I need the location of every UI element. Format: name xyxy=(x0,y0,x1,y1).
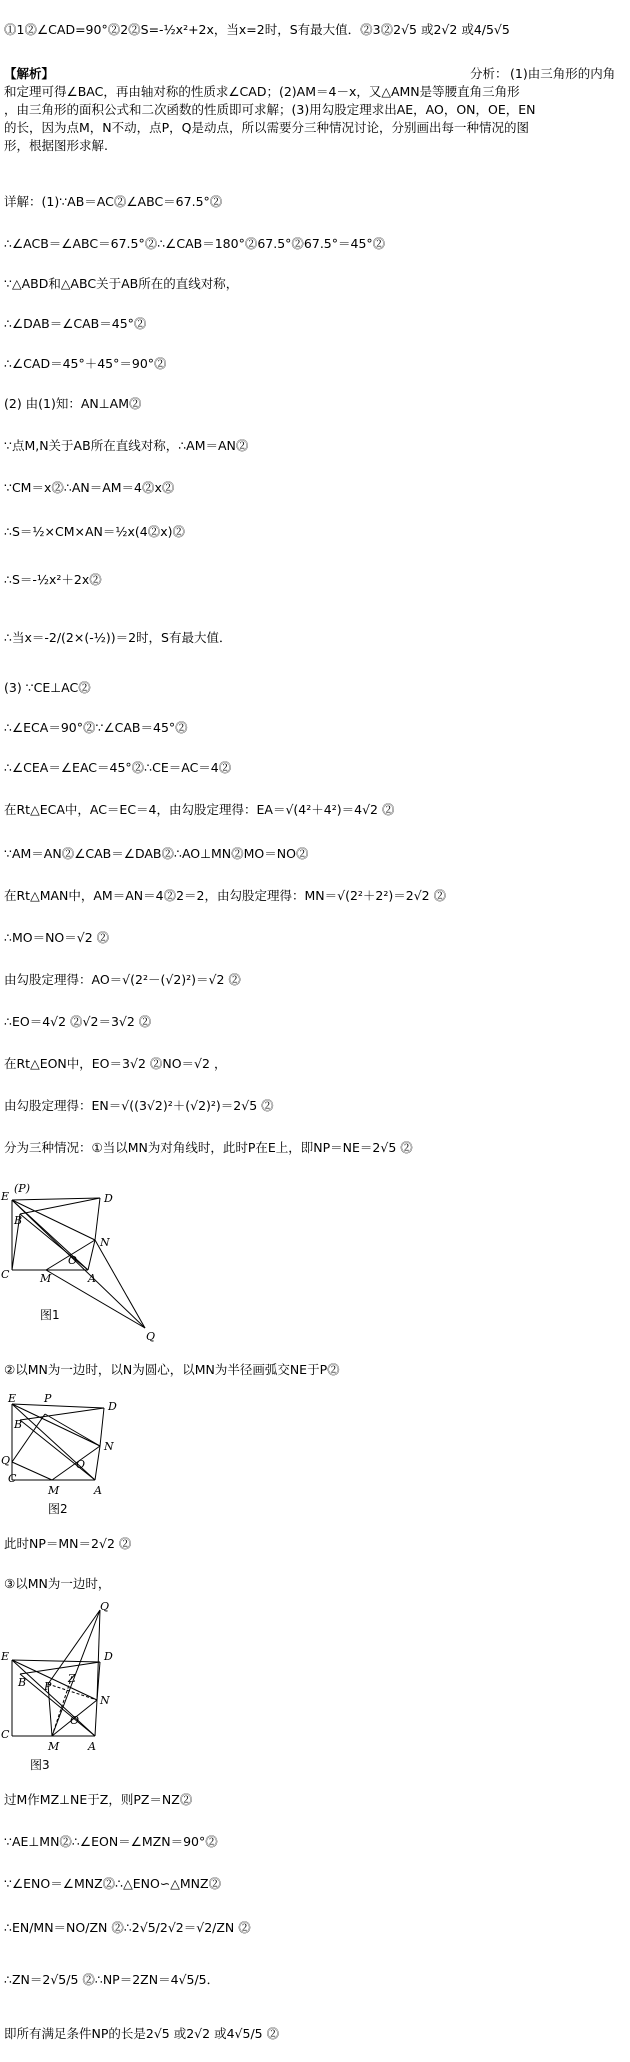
figure-1 xyxy=(0,1180,180,1350)
line-8: ∴S＝½×CM×AN＝½x(4⓶x)⓶ xyxy=(4,524,185,539)
fig1-label-e: E xyxy=(1,1190,10,1203)
fig2-label-m: M xyxy=(48,1484,60,1497)
line-18: 由勾股定理得：AO＝√(2²－(√2)²)＝√2 ⓶ xyxy=(4,972,241,987)
fig3-label-a: A xyxy=(88,1740,96,1753)
line-16: 在Rt△MAN中，AM＝AN＝4⓶2＝2，由勾股定理得：MN＝√(2²＋2²)＝2√2 ⓶ xyxy=(4,888,447,903)
fig2-label-o: O xyxy=(76,1458,86,1471)
fig2-label-e: E xyxy=(8,1392,17,1405)
fig2-caption: 图2 xyxy=(48,1502,68,1516)
line-1: ∴∠ACB＝∠ABC＝67.5°⓶∴∠CAB＝180°⓶67.5°⓶67.5°＝45°⓶ xyxy=(4,236,386,251)
fig1-caption: 图1 xyxy=(40,1308,60,1322)
fig1-label-d: D xyxy=(104,1192,113,1205)
fig1-label-n: N xyxy=(100,1236,110,1249)
fig3-label-e: E xyxy=(1,1650,10,1663)
fig2-label-p: P xyxy=(44,1392,52,1405)
answer-line: ⓵1⓶∠CAD=90°⓶2⓶S=-½x²+2x，当x=2时，S有最大值．⓶3⓶2√5 或2√2 或4/5√5 xyxy=(4,22,510,37)
fig3-label-p: P xyxy=(44,1680,52,1693)
line-22: 分为三种情况：①当以MN为对角线时，此时P在E上，即NP＝NE＝2√5 ⓶ xyxy=(4,1140,413,1155)
line-28: ∵∠ENO＝∠MNZ⓶∴△ENO∽△MNZ⓶ xyxy=(4,1876,222,1891)
fig3-label-z: Z xyxy=(68,1672,76,1685)
line-19: ∴EO＝4√2 ⓶√2＝3√2 ⓶ xyxy=(4,1014,152,1029)
fig3-label-q: Q xyxy=(100,1600,110,1613)
line-20: 在Rt△EON中，EO＝3√2 ⓶NO＝√2 ， xyxy=(4,1056,227,1071)
line-6: ∵点M,N关于AB所在直线对称，∴AM＝AN⓶ xyxy=(4,438,249,453)
line-26: 过M作MZ⊥NE于Z，则PZ＝NZ⓶ xyxy=(4,1792,193,1807)
line-29: ∴EN/MN＝NO/ZN ⓶∴2√5/2√2＝√2/ZN ⓶ xyxy=(4,1920,251,1935)
line-31: 即所有满足条件NP的长是2√5 或2√2 或4√5/5 ⓶ xyxy=(4,2026,280,2041)
fig2-label-c: C xyxy=(8,1472,17,1485)
fig2-label-d: D xyxy=(108,1400,117,1413)
line-3: ∴∠DAB＝∠CAB＝45°⓶ xyxy=(4,316,147,331)
line-14: 在Rt△ECA中，AC＝EC＝4，由勾股定理得：EA＝√(4²＋4²)＝4√2 ⓶ xyxy=(4,802,395,817)
analysis-p1a: (1)由三角形的内角 xyxy=(510,66,616,81)
line-4: ∴∠CAD＝45°＋45°＝90°⓶ xyxy=(4,356,167,371)
fig1-label-a: A xyxy=(88,1272,96,1285)
fig3-label-o: O xyxy=(70,1714,80,1727)
line-5: (2) 由(1)知：AN⊥AM⓶ xyxy=(4,396,142,411)
fig3-label-n: N xyxy=(100,1694,110,1707)
fig2-label-q: Q xyxy=(1,1454,11,1467)
fig1-label-c: C xyxy=(1,1268,10,1281)
fig3-label-d: D xyxy=(104,1650,113,1663)
line-21: 由勾股定理得：EN＝√((3√2)²＋(√2)²)＝2√5 ⓶ xyxy=(4,1098,274,1113)
fig2-label-b: B xyxy=(14,1418,23,1431)
fig3-label-m: M xyxy=(48,1740,60,1753)
line-10: ∴当x＝-2/(2×(-½))＝2时，S有最大值． xyxy=(4,630,232,645)
line-0: 详解：(1)∵AB＝AC⓶∠ABC＝67.5°⓶ xyxy=(4,194,223,209)
line-27: ∵AE⊥MN⓶∴∠EON＝∠MZN＝90°⓶ xyxy=(4,1834,218,1849)
fig3-caption: 图3 xyxy=(30,1758,50,1772)
fig2-label-a: A xyxy=(94,1484,102,1497)
line-24: 此时NP＝MN＝2√2 ⓶ xyxy=(4,1536,132,1551)
analysis-p1d: 的长，因为点M，N不动，点P，Q是动点，所以需要分三种情况讨论，分别画出每一种情况的图 xyxy=(4,120,530,135)
line-13: ∴∠CEA＝∠EAC＝45°⓶∴CE＝AC＝4⓶ xyxy=(4,760,232,775)
fig1-label-q: Q xyxy=(146,1330,156,1343)
analysis-p1b: 和定理可得∠BAC，再由轴对称的性质求∠CAD；(2)AM＝4－x，又△AMN是等腰直角三角形 xyxy=(4,84,520,99)
line-15: ∵AM＝AN⓶∠CAB＝∠DAB⓶∴AO⊥MN⓶MO＝NO⓶ xyxy=(4,846,309,861)
analysis-p1c: ，由三角形的面积公式和二次函数的性质即可求解；(3)用勾股定理求出AE，AO，ON，OE，EN xyxy=(4,102,536,117)
fig1-label-m: M xyxy=(40,1272,52,1285)
fig1-label-p: (P) xyxy=(14,1182,30,1195)
line-12: ∴∠ECA＝90°⓶∵∠CAB＝45°⓶ xyxy=(4,720,188,735)
line-25: ③以MN为一边时， xyxy=(4,1576,111,1591)
fig2-label-n: N xyxy=(104,1440,114,1453)
analysis-tag: 【解析】 xyxy=(4,66,55,81)
line-30: ∴ZN＝2√5/5 ⓶∴NP＝2ZN＝4√5/5． xyxy=(4,1972,220,1987)
line-11: (3) ∵CE⊥AC⓶ xyxy=(4,680,91,695)
fig3-label-b: B xyxy=(18,1676,27,1689)
line-2: ∵△ABD和△ABC关于AB所在的直线对称， xyxy=(4,276,239,291)
analysis-p1e: 形，根据图形求解. xyxy=(4,138,108,153)
fig1-label-o: O xyxy=(68,1254,78,1267)
line-23: ②以MN为一边时，以N为圆心，以MN为半径画弧交NE于P⓶ xyxy=(4,1362,340,1377)
fig3-label-c: C xyxy=(1,1728,10,1741)
fig1-label-b: B xyxy=(14,1214,23,1227)
line-9: ∴S＝-½x²＋2x⓶ xyxy=(4,572,102,587)
line-7: ∵CM＝x⓶∴AN＝AM＝4⓶x⓶ xyxy=(4,480,175,495)
line-17: ∴MO＝NO＝√2 ⓶ xyxy=(4,930,110,945)
analysis-right-label: 分析： xyxy=(470,66,508,81)
